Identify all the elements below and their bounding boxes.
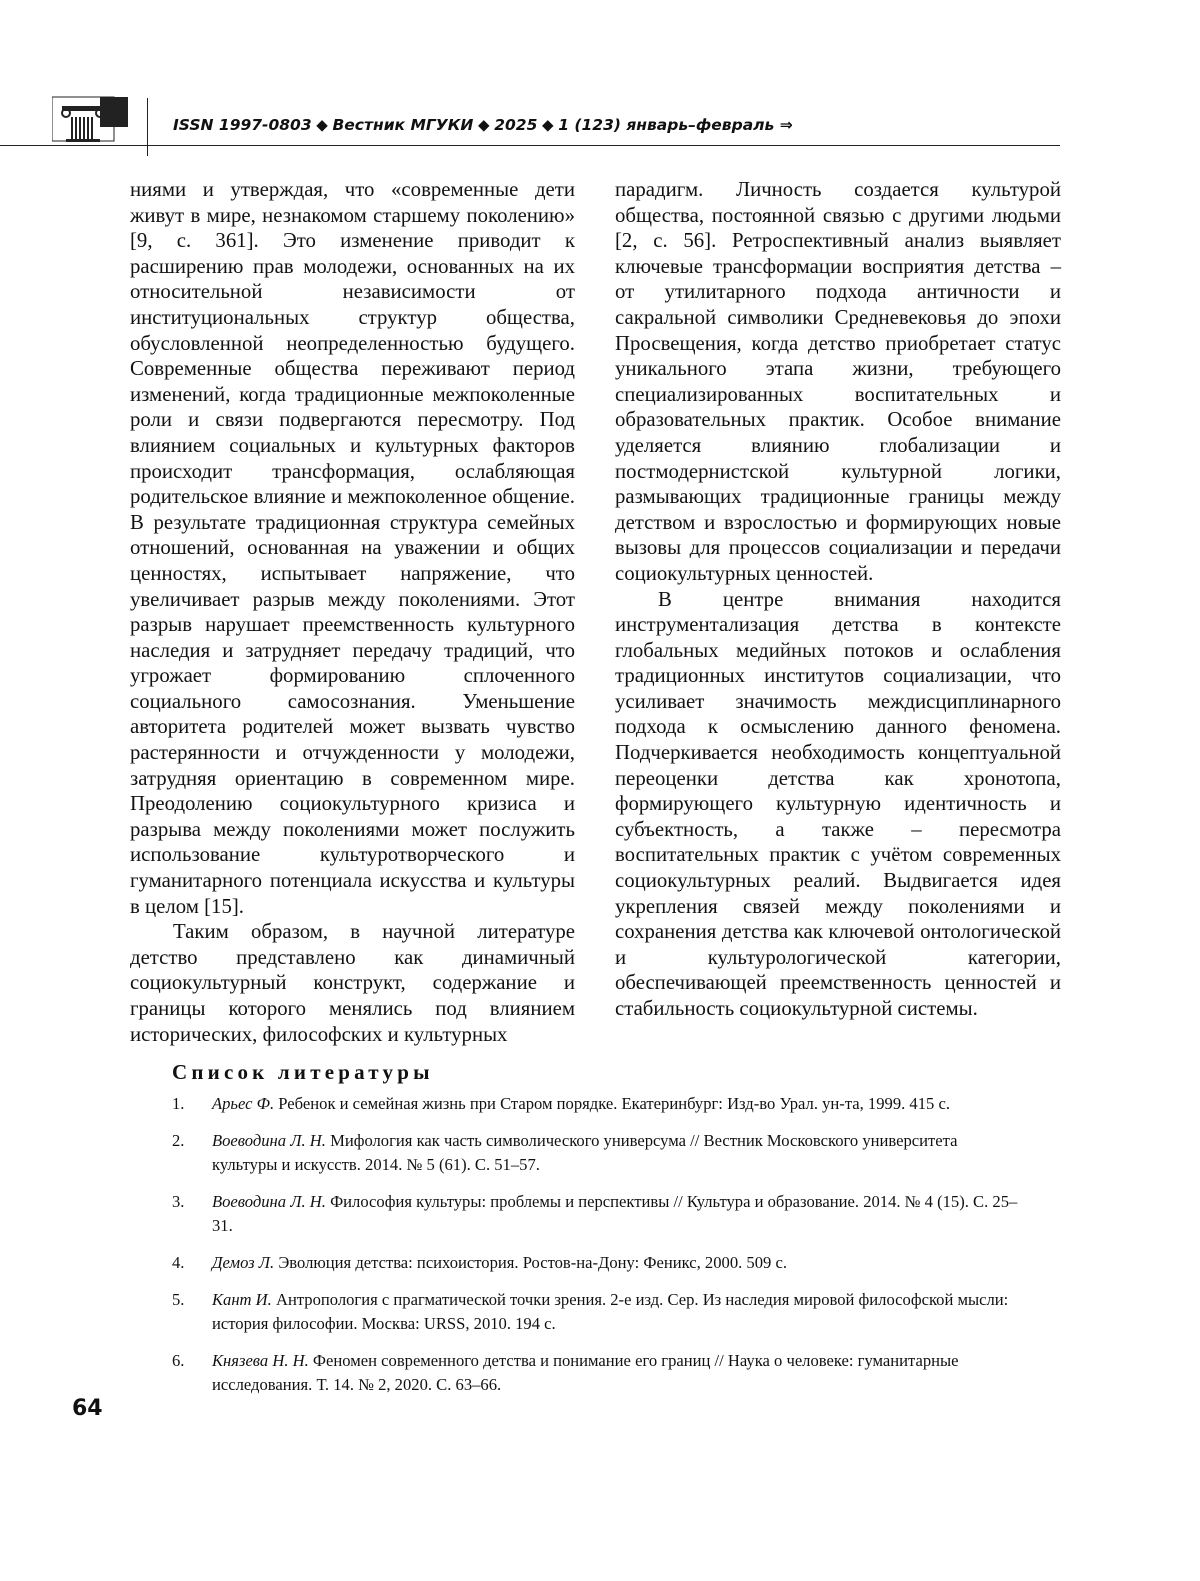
header-vertical-rule [147,98,148,156]
reference-number: 4. [172,1253,185,1272]
reference-author: Кант И. [212,1290,272,1309]
reference-number: 6. [172,1351,185,1370]
header-year: 2025 [494,116,538,134]
reference-item [172,1288,1024,1336]
reference-number: 3. [172,1192,185,1211]
reference-author: Демоз Л. [212,1253,275,1272]
header-separator-icon: ⬥ [478,116,490,134]
reference-item [172,1349,1024,1397]
header-separator-icon: ⬥ [542,116,554,134]
references-list [172,1092,1024,1410]
reference-item [172,1190,1024,1238]
header-rule-right [147,145,1060,146]
reference-number: 1. [172,1094,185,1113]
reference-text: Антропология с прагматической точки зрения. 2-е изд. Сер. Из наследия мировой философской мысли: история философии. Москва: URSS, 2010. 194 с. [212,1290,1009,1333]
reference-author: Князева Н. Н. [212,1351,309,1370]
reference-item [172,1251,1024,1275]
body-paragraph: парадигм. Личность создается культурой общества, постоянной связью с другими людьми [2, с. 56]. Ретроспективный анализ выявляет ключевые трансформации восприятия детства – от утилитарного подхода античности и сакральной символики Средневековья до эпохи Просвещения, когда детство приобретает статус уникального этапа жизни, требующего специализированных воспитательных и образовательных практик. Особое внимание уделяется влиянию глобализации и постмодернистской культурной логики, размывающих традиционные границы между детством и взрослостью и формирующих новые вызовы для процессов социализации и передачи социокультурных ценностей. [615,178,1061,585]
reference-number: 5. [172,1290,185,1309]
left-text-column [130,177,575,1047]
reference-text: Ребенок и семейная жизнь при Старом порядке. Екатеринбург: Изд-во Урал. ун-та, 1999. 415 с. [278,1094,950,1113]
reference-text: Мифология как часть символического универсума // Вестник Московского университета культуры и искусств. 2014. № 5 (61). С. 51–57. [212,1131,958,1174]
header-rule-left [0,145,147,146]
body-paragraph: ниями и утверждая, что «современные дети живут в мире, незнакомом старшему поколению» [9, с. 361]. Это изменение приводит к расширению прав молодежи, основанных на их относительной независимости от институциональных структур общества, обусловленной неопределенностью будущего. Современные общества переживают период изменений, когда традиционные межпоколенные роли и связи подвергаются пересмотру. Под влиянием социальных и культурных факторов происходит трансформация, ослабляющая родительское влияние и межпоколенное общение. В результате традиционная структура семейных отношений, основанная на уважении и общих ценностях, испытывает напряжение, что увеличивает разрыв между поколениями. Этот разрыв нарушает преемственность культурного наследия и затрудняет передачу традиций, что угрожает формированию сплоченного социального самосознания. Уменьшение авторитета родителей может вызвать чувство растерянности и отчужденности у молодежи, затрудняя ориентацию в современном мире. Преодолению социокультурного кризиса и разрыва между поколениями может послужить использование культуротворческого и гуманитарного потенциала искусства и культуры в целом [15]. [130,178,575,918]
reference-author: Воеводина Л. Н. [212,1192,326,1211]
journal-logo-icon [52,93,132,145]
right-text-column [615,177,1061,1022]
header-separator-icon: ⬥ [316,116,328,134]
running-header [173,116,1053,135]
header-journal: Вестник МГУКИ [332,116,474,134]
header-arrow-icon: ⇒ [779,116,793,134]
reference-item [172,1129,1024,1177]
reference-author: Арьес Ф. [212,1094,275,1113]
reference-text: Феномен современного детства и понимание его границ // Наука о человеке: гуманитарные исследования. Т. 14. № 2, 2020. С. 63–66. [212,1351,959,1394]
header-issn: ISSN 1997-0803 [173,116,312,134]
reference-number: 2. [172,1131,185,1150]
reference-text: Философия культуры: проблемы и перспективы // Культура и образование. 2014. № 4 (15). С. 25–31. [212,1192,1018,1235]
reference-author: Воеводина Л. Н. [212,1131,326,1150]
header-issue: 1 (123) январь–февраль [558,116,775,134]
body-paragraph: Таким образом, в научной литературе детство представлено как динамичный социокультурный конструкт, содержание и границы которого менялись под влиянием исторических, философских и культурных [130,920,575,1046]
page-number: 64 [72,1396,103,1421]
references-title: Список литературы [172,1060,434,1084]
body-paragraph: В центре внимания находится инструментализация детства в контексте глобальных медийных потоков и ослабления традиционных институтов социализации, что усиливает значимость междисциплинарного подхода к осмыслению данного феномена. Подчеркивается необходимость концептуальной переоценки детства как хронотопа, формирующего культурную идентичность и субъектность, а также – пересмотра воспитательных практик с учётом современных социокультурных реалий. Выдвигается идея укрепления связей между поколениями и сохранения детства как ключевой онтологической и культурологической категории, обеспечивающей преемственность ценностей и стабильность социокультурной системы. [615,587,1061,1020]
reference-item [172,1092,1024,1116]
reference-text: Эволюция детства: психоистория. Ростов-на-Дону: Феникс, 2000. 509 с. [278,1253,787,1272]
